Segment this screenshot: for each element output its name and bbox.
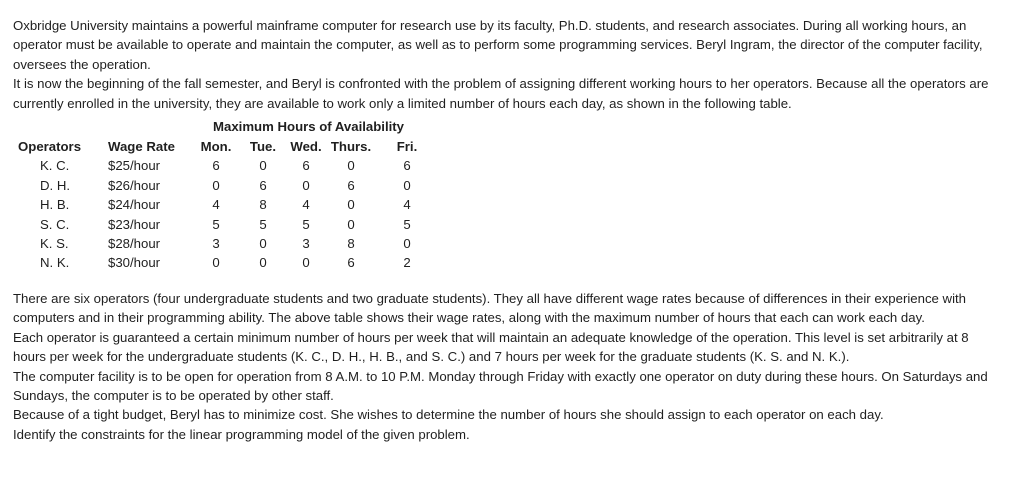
table-header-row bbox=[18, 137, 440, 156]
cell-operator: N. K. bbox=[40, 255, 70, 271]
cell-thurs: 0 bbox=[347, 216, 355, 232]
cell-wage: $28/hour bbox=[108, 236, 161, 252]
cell-fri: 0 bbox=[403, 177, 411, 193]
cell-operator: S. C. bbox=[40, 216, 70, 232]
problem-body bbox=[13, 289, 998, 444]
cell-fri: 2 bbox=[403, 255, 411, 271]
question-prompt: Identify the constraints for the linear programming model of the given problem. bbox=[13, 426, 470, 442]
cell-tue: 8 bbox=[259, 197, 267, 213]
cell-mon: 5 bbox=[212, 216, 220, 232]
cell-fri: 0 bbox=[403, 236, 411, 252]
body-paragraph-minimum-hours: Each operator is guaranteed a certain minimum number of hours per week that will maintain an adequate knowledge of the operation. This level is set arbitrarily at 8 hours per week for the undergraduate students (K. C., D. H., H. B., and S. C.) and 7 hours per week for the graduate students (K. S. and N. K.). bbox=[13, 329, 969, 365]
header-mon: Mon. bbox=[200, 139, 232, 155]
cell-tue: 6 bbox=[259, 177, 267, 193]
cell-fri: 5 bbox=[403, 216, 411, 232]
cell-thurs: 6 bbox=[347, 255, 355, 271]
problem-document bbox=[13, 16, 998, 444]
intro-paragraph-2: It is now the beginning of the fall semester, and Beryl is confronted with the problem of assigning different working hours to her operators. Because all the operators are currently enrolled in the university, they are available to work only a limited number of hours each day, as shown in the following table. bbox=[13, 76, 989, 111]
cell-thurs: 0 bbox=[347, 197, 355, 213]
cell-mon: 0 bbox=[212, 177, 220, 193]
table-row bbox=[18, 176, 440, 195]
cell-mon: 0 bbox=[212, 255, 220, 271]
cell-operator: D. H. bbox=[40, 177, 71, 193]
availability-table bbox=[18, 137, 440, 273]
cell-wage: $23/hour bbox=[108, 216, 161, 232]
cell-thurs: 6 bbox=[347, 177, 355, 193]
cell-tue: 0 bbox=[259, 255, 267, 271]
body-paragraph-operators: There are six operators (four undergraduate students and two graduate students). They all have different wage rates because of differences in their experience with computers and in their programming ability. The above table shows their wage rates, along with the maximum number of hours that each can work each day. bbox=[13, 291, 966, 326]
cell-thurs: 0 bbox=[347, 158, 355, 174]
cell-operator: K. S. bbox=[40, 236, 69, 252]
cell-tue: 5 bbox=[259, 216, 267, 232]
cell-operator: H. B. bbox=[40, 197, 70, 213]
availability-table-section bbox=[13, 113, 998, 271]
cell-tue: 0 bbox=[259, 158, 267, 174]
table-row bbox=[18, 215, 440, 234]
header-wage-rate: Wage Rate bbox=[108, 139, 175, 155]
header-tue: Tue. bbox=[249, 139, 277, 155]
cell-wed: 0 bbox=[302, 177, 310, 193]
intro-paragraph-1: Oxbridge University maintains a powerful mainframe computer for research use by its faculty, Ph.D. students, and research associates. During all working hours, an operator must be available to operate and maintain the computer, as well as to perform some programming services. Beryl Ingram, the director of the computer facility, oversees the operation. bbox=[13, 18, 983, 72]
cell-wage: $26/hour bbox=[108, 177, 161, 193]
cell-operator: K. C. bbox=[40, 158, 70, 174]
cell-mon: 3 bbox=[212, 236, 220, 252]
cell-wed: 6 bbox=[302, 158, 310, 174]
cell-wed: 5 bbox=[302, 216, 310, 232]
cell-wed: 3 bbox=[302, 236, 310, 252]
cell-wage: $25/hour bbox=[108, 158, 161, 174]
cell-mon: 4 bbox=[212, 197, 220, 213]
body-paragraph-facility-hours: The computer facility is to be open for operation from 8 A.M. to 10 P.M. Monday through Friday with exactly one operator on duty during these hours. On Saturdays and Sundays, the computer is to be operated by other staff. bbox=[13, 368, 988, 404]
table-row bbox=[18, 156, 440, 175]
cell-wage: $30/hour bbox=[108, 255, 161, 271]
header-fri: Fri. bbox=[396, 139, 418, 155]
cell-wed: 4 bbox=[302, 197, 310, 213]
cell-wage: $24/hour bbox=[108, 197, 161, 213]
cell-thurs: 8 bbox=[347, 236, 355, 252]
cell-wed: 0 bbox=[302, 255, 310, 271]
table-row bbox=[18, 253, 440, 272]
cell-fri: 6 bbox=[403, 158, 411, 174]
header-thurs: Thurs. bbox=[330, 139, 372, 155]
table-row bbox=[18, 234, 440, 253]
header-wed: Wed. bbox=[290, 139, 322, 155]
table-title: Maximum Hours of Availability bbox=[213, 119, 405, 135]
cell-mon: 6 bbox=[212, 158, 220, 174]
cell-fri: 4 bbox=[403, 197, 411, 213]
cell-tue: 0 bbox=[259, 236, 267, 252]
header-operators: Operators bbox=[18, 139, 82, 155]
body-paragraph-budget: Because of a tight budget, Beryl has to minimize cost. She wishes to determine the number of hours she should assign to each operator on each day. bbox=[13, 407, 884, 423]
table-row bbox=[18, 195, 440, 214]
